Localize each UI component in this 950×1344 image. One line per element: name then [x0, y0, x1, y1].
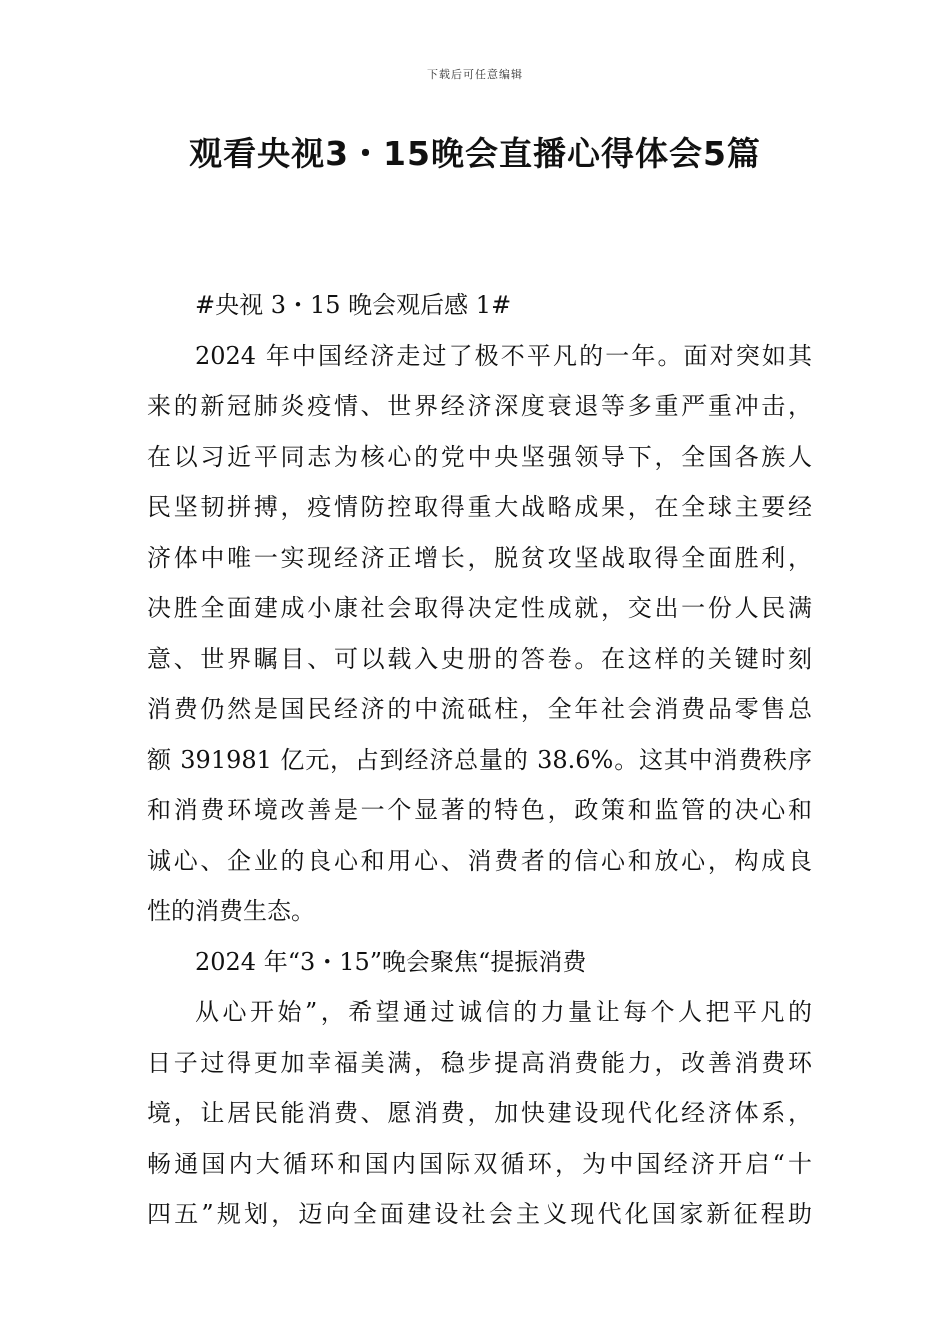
text-line: 来的新冠肺炎疫情、世界经济深度衰退等多重严重冲击，	[147, 392, 812, 420]
text-line: 和消费环境改善是一个显著的特色，政策和监管的决心和	[147, 796, 812, 824]
text-line: 2024 年中国经济走过了极不平凡的一年。面对突如其	[195, 341, 812, 370]
text-line: 民坚韧拼搏，疫情防控取得重大战略成果，在全球主要经	[147, 493, 812, 521]
text-line: 日子过得更加幸福美满，稳步提高消费能力，改善消费环	[147, 1048, 812, 1077]
text-line: 诚心、企业的良心和用心、消费者的信心和放心，构成良	[147, 846, 812, 875]
section-heading: #央视 3・15 晚会观后感 1#	[195, 291, 512, 319]
text-line: 在以习近平同志为核心的党中央坚强领导下，全国各族人	[147, 442, 812, 471]
paragraph-1	[147, 331, 812, 937]
text-line: 额 391981 亿元，占到经济总量的 38.6%。这其中消费秩序	[147, 745, 812, 774]
paragraph-3	[147, 987, 812, 1240]
paragraph-2	[147, 937, 812, 988]
text-line: 境，让居民能消费、愿消费，加快建设现代化经济体系，	[147, 1099, 812, 1127]
text-line: 消费仍然是国民经济的中流砥柱，全年社会消费品零售总	[147, 695, 812, 723]
text-line: 性的消费生态。	[147, 897, 315, 925]
text-line: 四五”规划，迈向全面建设社会主义现代化国家新征程助	[147, 1200, 812, 1228]
text-line: 畅通国内大循环和国内国际双循环，为中国经济开启“十	[147, 1149, 812, 1178]
text-line: 决胜全面建成小康社会取得决定性成就，交出一份人民满	[147, 594, 812, 622]
text-line: 从心开始”，希望通过诚信的力量让每个人把平凡的	[195, 998, 812, 1026]
text-line: 济体中唯一实现经济正增长，脱贫攻坚战取得全面胜利，	[147, 543, 812, 572]
text-line: 2024 年“3・15”晚会聚焦“提振消费	[195, 947, 587, 976]
document-title: 观看央视3・15晚会直播心得体会5篇	[189, 134, 761, 173]
document-body	[147, 280, 812, 1240]
text-line: 意、世界瞩目、可以载入史册的答卷。在这样的关键时刻	[147, 644, 812, 673]
header-note: 下载后可任意编辑	[427, 68, 523, 81]
